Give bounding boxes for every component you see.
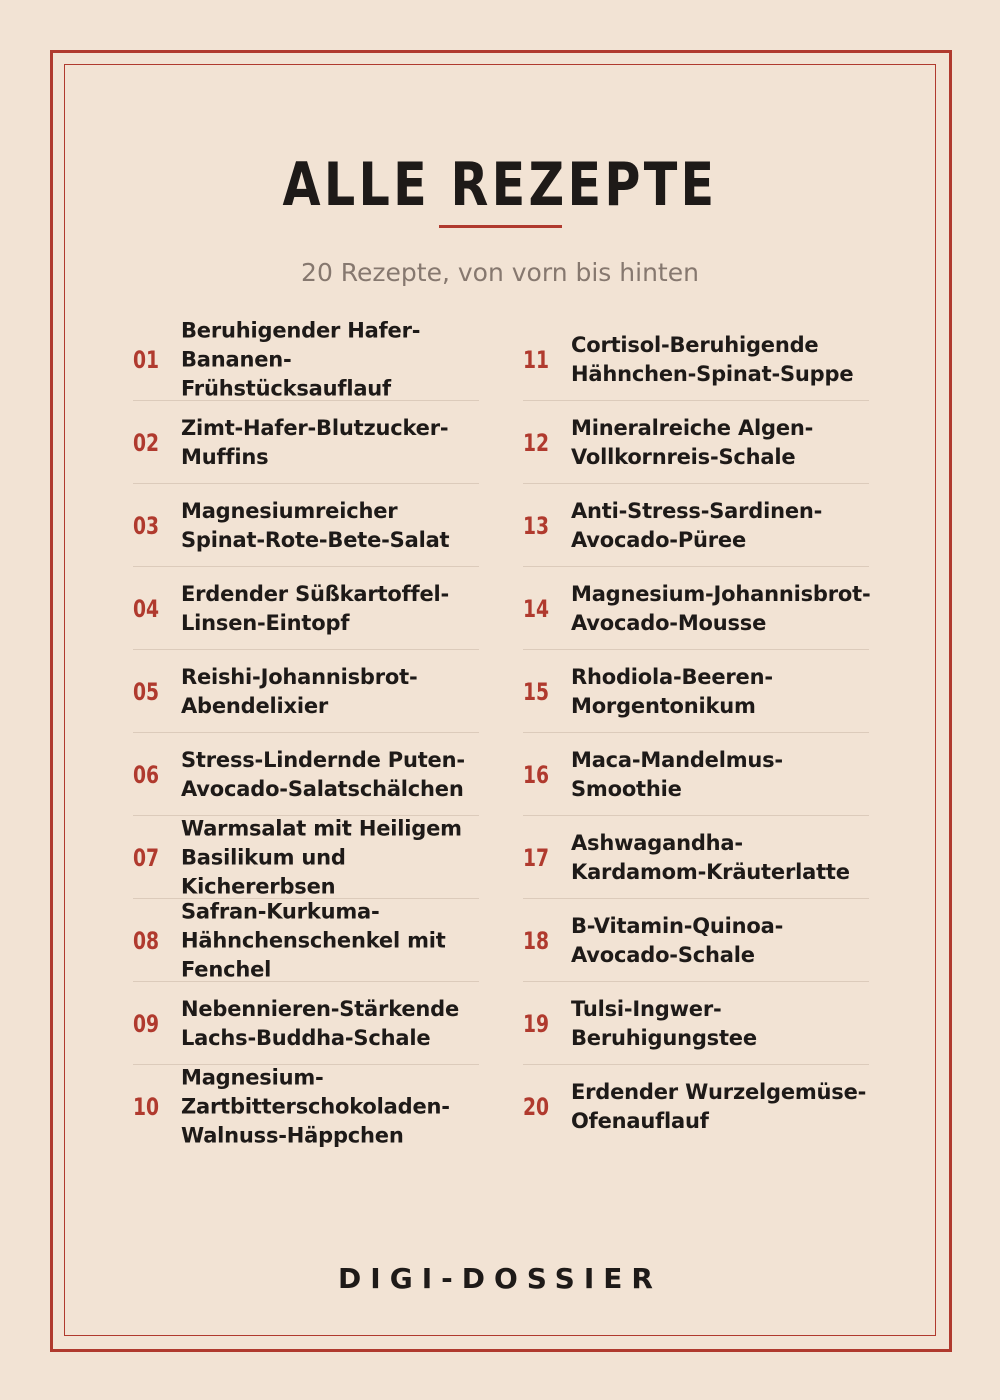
recipe-name: Warmsalat mit Heiligem Basilikum und Kichererbsen bbox=[181, 816, 462, 898]
recipe-number: 03 bbox=[133, 511, 160, 540]
recipe-number: 12 bbox=[523, 428, 550, 457]
recipe-item bbox=[523, 899, 869, 982]
recipe-item bbox=[523, 1065, 869, 1148]
recipe-number: 19 bbox=[523, 1009, 550, 1038]
recipe-item bbox=[133, 816, 479, 899]
recipe-item bbox=[133, 401, 479, 484]
recipe-number: 09 bbox=[133, 1009, 160, 1038]
recipe-item bbox=[523, 401, 869, 484]
recipe-list-left bbox=[133, 318, 479, 1148]
recipe-item bbox=[133, 567, 479, 650]
recipe-item bbox=[523, 816, 869, 899]
recipe-number: 01 bbox=[133, 345, 160, 374]
recipe-item bbox=[523, 982, 869, 1065]
page-subtitle: 20 Rezepte, von vorn bis hinten bbox=[301, 258, 699, 287]
recipe-name: B-Vitamin-Quinoa-Avocado-Schale bbox=[571, 913, 784, 967]
recipe-number: 16 bbox=[523, 760, 550, 789]
recipe-item bbox=[523, 733, 869, 816]
recipe-number: 10 bbox=[133, 1092, 160, 1121]
recipe-item bbox=[133, 318, 479, 401]
brand-footer: DIGI-DOSSIER bbox=[338, 1262, 662, 1295]
recipe-name: Beruhigender Hafer-Bananen-Frühstücksauflauf bbox=[181, 318, 421, 400]
recipe-name: Magnesium-Zartbitterschokoladen-Walnuss-Häppchen bbox=[181, 1065, 450, 1147]
recipe-number: 15 bbox=[523, 677, 550, 706]
recipe-name: Erdender Wurzelgemüse-Ofenauflauf bbox=[571, 1079, 867, 1133]
recipe-item bbox=[523, 567, 869, 650]
recipe-name: Anti-Stress-Sardinen-Avocado-Püree bbox=[571, 498, 823, 552]
recipe-number: 08 bbox=[133, 926, 160, 955]
recipe-number: 18 bbox=[523, 926, 550, 955]
recipe-item bbox=[133, 899, 479, 982]
recipe-number: 17 bbox=[523, 843, 550, 872]
recipe-name: Erdender Süßkartoffel-Linsen-Eintopf bbox=[181, 581, 450, 635]
recipe-list-right bbox=[523, 318, 869, 1148]
recipe-number: 06 bbox=[133, 760, 160, 789]
recipe-name: Nebennieren-Stärkende Lachs-Buddha-Schale bbox=[181, 996, 460, 1050]
recipe-number: 14 bbox=[523, 594, 550, 623]
recipe-number: 20 bbox=[523, 1092, 550, 1121]
recipe-number: 05 bbox=[133, 677, 160, 706]
recipe-name: Tulsi-Ingwer-Beruhigungstee bbox=[571, 996, 757, 1050]
recipe-name: Cortisol-Beruhigende Hähnchen-Spinat-Suppe bbox=[571, 332, 854, 386]
recipe-name: Reishi-Johannisbrot-Abendelixier bbox=[181, 664, 418, 718]
recipe-item bbox=[523, 318, 869, 401]
recipe-item bbox=[523, 650, 869, 733]
recipe-number: 07 bbox=[133, 843, 160, 872]
recipe-name: Ashwagandha-Kardamom-Kräuterlatte bbox=[571, 830, 850, 884]
recipe-item bbox=[133, 650, 479, 733]
recipe-name: Magnesium-Johannisbrot-Avocado-Mousse bbox=[571, 581, 871, 635]
recipe-number: 13 bbox=[523, 511, 550, 540]
recipe-name: Maca-Mandelmus-Smoothie bbox=[571, 747, 783, 801]
title-underline bbox=[439, 225, 562, 228]
recipe-item bbox=[523, 484, 869, 567]
recipe-number: 11 bbox=[523, 345, 550, 374]
recipe-name: Safran-Kurkuma-Hähnchenschenkel mit Fenchel bbox=[181, 899, 446, 981]
recipe-item bbox=[133, 982, 479, 1065]
page-title: ALLE REZEPTE bbox=[282, 150, 718, 220]
recipe-number: 02 bbox=[133, 428, 160, 457]
recipe-name: Zimt-Hafer-Blutzucker-Muffins bbox=[181, 415, 449, 469]
recipe-item bbox=[133, 484, 479, 567]
recipe-number: 04 bbox=[133, 594, 160, 623]
recipe-name: Rhodiola-Beeren-Morgentonikum bbox=[571, 664, 773, 718]
recipe-name: Mineralreiche Algen-Vollkornreis-Schale bbox=[571, 415, 814, 469]
recipe-item bbox=[133, 733, 479, 816]
recipe-name: Stress-Lindernde Puten-Avocado-Salatschälchen bbox=[181, 747, 465, 801]
recipe-name: Magnesiumreicher Spinat-Rote-Bete-Salat bbox=[181, 498, 450, 552]
recipe-item bbox=[133, 1065, 479, 1148]
